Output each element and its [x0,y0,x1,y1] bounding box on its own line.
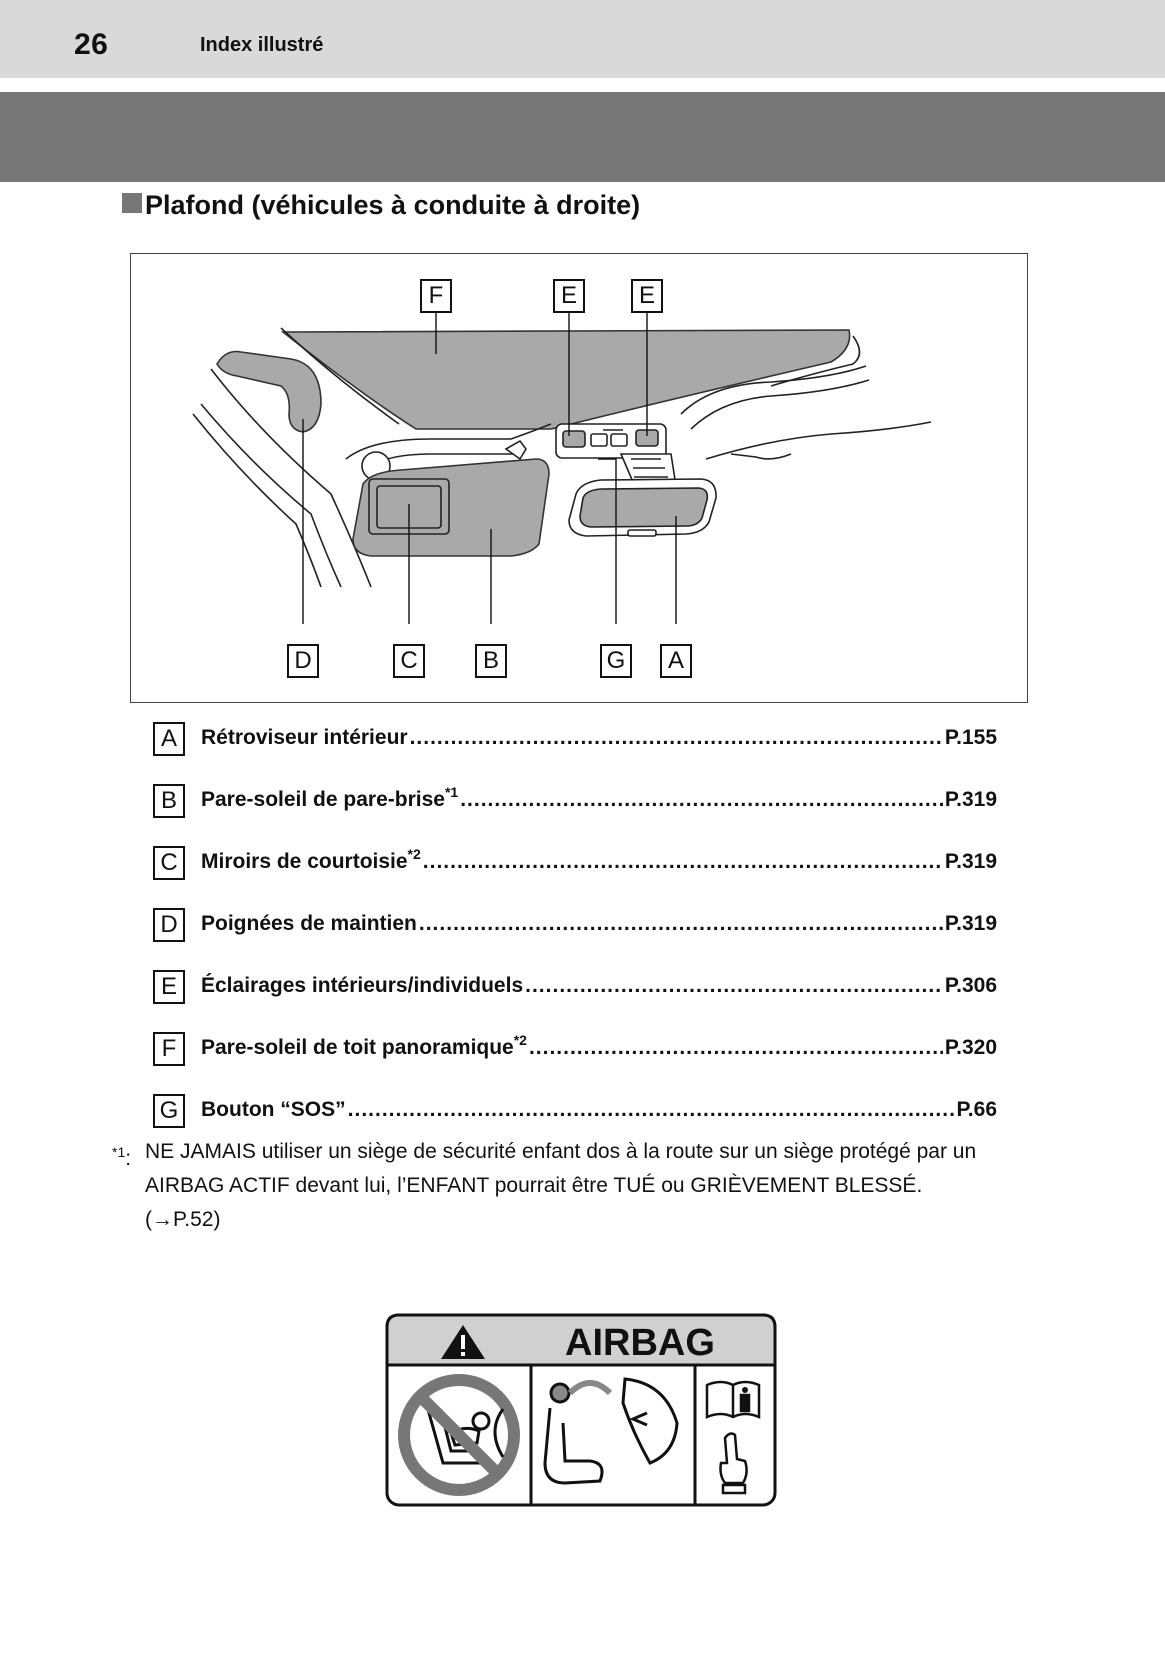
item-key: A [153,722,185,756]
square-bullet-icon [122,193,142,213]
callout-E-right: E [631,279,663,313]
list-item-E [153,970,997,1006]
page-heading [122,190,640,221]
item-page-link[interactable]: P.319 [944,850,997,873]
footnote-reference[interactable]: (→P.52) [145,1208,221,1231]
item-label: Éclairages intérieurs/individuels [201,974,524,997]
item-page-link[interactable]: P.320 [944,1036,997,1059]
ceiling-drawing [131,254,1027,702]
header-bar [0,0,1165,78]
section-title: Index illustré [200,34,324,56]
callout-D: D [287,644,319,678]
item-key: B [153,784,185,818]
item-label: Pare-soleil de toit panoramique$^{*2}$ [201,1032,527,1059]
callout-F: F [420,279,452,313]
item-page-link[interactable]: P.66 [956,1098,997,1121]
item-key: D [153,908,185,942]
item-label: Miroirs de courtoisie$^{*2}$ [201,846,421,873]
item-key: G [153,1094,185,1128]
ceiling-illustration [130,253,1028,703]
airbag-title: AIRBAG [565,1322,715,1364]
airbag-warning-label [385,1313,777,1507]
footnote-text: NE JAMAIS utiliser un siège de sécurité enfant dos à la route sur un siège protégé par un AIRBAG ACTIF devant lui, l’ENFANT pourrait être TUÉ ou GRIÈVEMENT BLESSÉ. [145,1140,977,1197]
item-label: Pare-soleil de pare-brise$^{*1}$ [201,784,459,811]
list-item-F [153,1032,997,1068]
footnote-marker: $^{*1}$: [112,1144,132,1170]
callout-C: C [393,644,425,678]
list-item-B [153,784,997,820]
list-item-D [153,908,997,944]
list-item-A [153,722,997,758]
item-page-link[interactable]: P.155 [944,726,997,749]
callout-A: A [660,644,692,678]
item-page-link[interactable]: P.319 [944,788,997,811]
item-key: C [153,846,185,880]
title-band [0,92,1165,182]
callout-E-left: E [553,279,585,313]
item-label: Bouton “SOS” [201,1098,346,1121]
item-label: Poignées de maintien [201,912,417,935]
footnote [112,1135,1032,1237]
item-page-link[interactable]: P.319 [944,912,997,935]
item-key: F [153,1032,185,1066]
item-page-link[interactable]: P.306 [944,974,997,997]
callout-G: G [600,644,632,678]
list-item-C [153,846,997,882]
page-number: 26 [74,28,109,61]
list-item-G [153,1094,997,1130]
heading-text: Plafond (véhicules à conduite à droite) [145,190,641,220]
no-child-seat-icon [404,1380,514,1490]
callout-B: B [475,644,507,678]
item-key: E [153,970,185,1004]
item-label: Rétroviseur intérieur [201,726,408,749]
